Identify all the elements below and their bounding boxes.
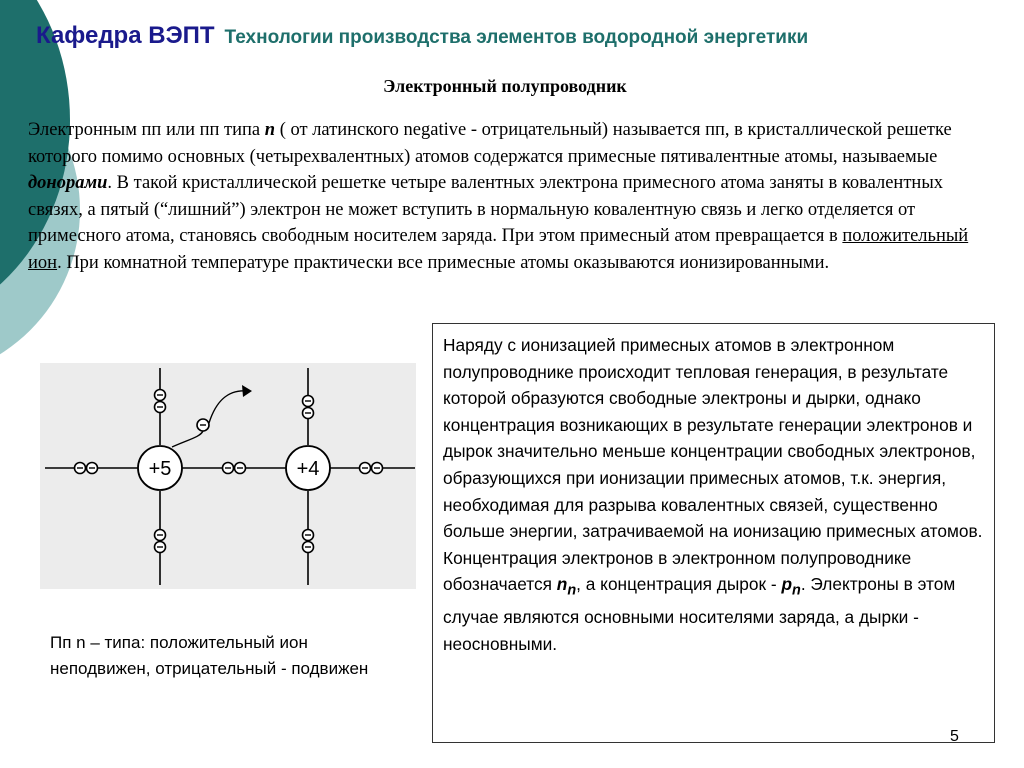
electron-escape-path bbox=[172, 431, 203, 447]
n-type-label: n bbox=[264, 120, 276, 140]
info-box-text bbox=[443, 332, 984, 658]
host-atom-label: +4 bbox=[296, 458, 320, 480]
arrow-head bbox=[242, 385, 252, 397]
box-text-part: Наряду с ионизацией примесных атомов в электронном полупроводнике происходит тепловая генерация, в результате которой образуются свободные электроны и дырки, однако концентрация возникающих в результате генерации электронов и дырок значительно меньше концентрации свободных электронов, образующихся при ионизации примесных атомов, т.к. энергия, необходимая для разрыва ковалентных связей, существенно больше энергии, затрачиваемой на ионизацию примесных атомов. Концентрация электронов в электронном полупроводнике обозначается bbox=[443, 335, 983, 595]
page-number: 5 bbox=[950, 728, 959, 745]
main-text-part: ( от латинского negative - отрицательный) называется пп, в кристаллической решетке которого помимо основных (четырехвалентных) атомов содержатся примесные пятивалентные атомы, называемые bbox=[28, 120, 952, 167]
bond-lines bbox=[45, 368, 415, 585]
box-text-part: , а концентрация дырок - bbox=[576, 574, 782, 595]
positive-ion-term: положительный ион bbox=[28, 226, 969, 273]
lattice-diagram bbox=[40, 363, 416, 589]
electron-marks bbox=[75, 390, 383, 553]
electron-arrow bbox=[209, 391, 248, 423]
slide-header bbox=[36, 22, 808, 50]
nn-symbol: n bbox=[556, 574, 568, 595]
info-box bbox=[432, 323, 995, 743]
slide-title: Электронный полупроводник bbox=[383, 76, 627, 96]
pn-symbol: p bbox=[781, 574, 793, 595]
pn-subscript: n bbox=[792, 582, 801, 599]
donor-atom-label: +5 bbox=[148, 458, 172, 480]
box-text-part: . Электроны в этом случае являются основными носителями заряда, а дырки - неосновными. bbox=[443, 574, 956, 654]
donor-lattice-figure bbox=[40, 363, 416, 589]
department-name: Кафедра ВЭПТ bbox=[36, 22, 215, 49]
main-text-part: . При комнатной температуре практически все примесные атомы оказываются ионизированными. bbox=[57, 252, 830, 273]
main-paragraph bbox=[28, 117, 988, 276]
donors-term: донорами bbox=[28, 173, 108, 193]
main-text-part: . В такой кристаллической решетке четыре валентных электрона примесного атома заняты в ковалентных связях, а пятый (“лишний”) электрон не может вступить в нормальную ковалентную связь и легко отделяется от примесного атома, становясь свободным носителем заряда. При этом примесный атом превращается в bbox=[28, 173, 943, 246]
nn-subscript: n bbox=[567, 582, 577, 599]
figure-caption: Пп n – типа: положительный ион неподвижен, отрицательный - подвижен bbox=[50, 633, 369, 678]
main-text-part: Электронным пп или пп типа bbox=[28, 120, 265, 140]
course-subtitle: Технологии производства элементов водородной энергетики bbox=[224, 27, 809, 48]
